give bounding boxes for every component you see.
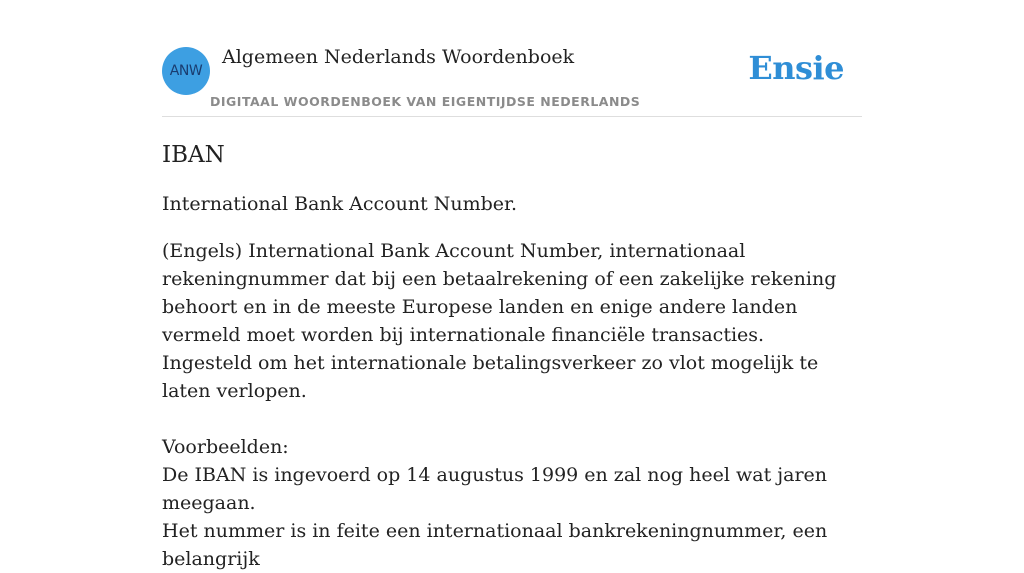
example-sentence: Het nummer is in feite een internationaal bankrekeningnummer, een belangrijk <box>162 520 828 570</box>
entry-body <box>162 237 872 573</box>
site-subtitle: DIGITAAL WOORDENBOEK VAN EIGENTIJDSE NEDERLANDS <box>210 94 641 109</box>
example-sentence: De IBAN is ingevoerd op 14 augustus 1999 en zal nog heel wat jaren meegaan. <box>162 464 828 514</box>
entry-headword: IBAN <box>162 142 225 168</box>
paragraph-spacer <box>162 405 872 433</box>
entry-summary: International Bank Account Number. <box>162 193 518 215</box>
logo-text: ANW <box>169 63 203 79</box>
entry-note: Ingesteld om het internationale betalingsverkeer zo vlot mogelijk te laten verlopen. <box>162 352 819 402</box>
anw-logo[interactable] <box>162 47 210 95</box>
entry-content <box>162 138 872 573</box>
site-title[interactable]: Algemeen Nederlands Woordenboek <box>222 46 575 68</box>
ensie-brand-logo[interactable]: Ensie <box>748 49 844 87</box>
site-header <box>162 44 862 117</box>
examples-label: Voorbeelden: <box>162 436 289 458</box>
entry-definition: (Engels) International Bank Account Number, internationaal rekeningnummer dat bij een betaalrekening of een zakelijke rekening behoort en in de meeste Europese landen en enige andere landen vermeld moet worden bij internationale financiële transacties. <box>162 240 837 346</box>
